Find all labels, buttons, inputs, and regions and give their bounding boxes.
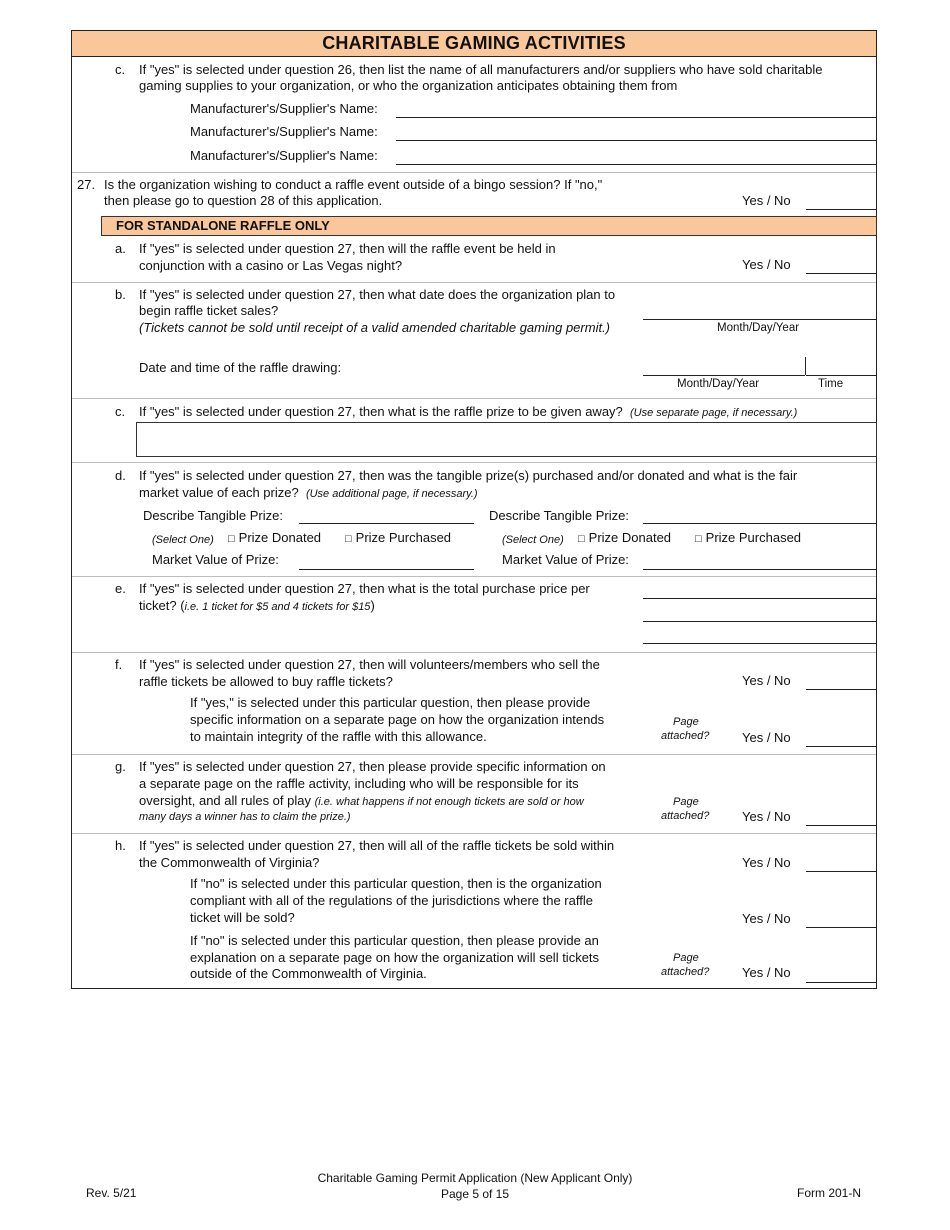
qh-sub1-yes-no-label: Yes / No — [742, 911, 791, 926]
qa-text-line2: conjunction with a casino or Las Vegas night? — [139, 258, 403, 273]
qg-page-label-2: attached? — [661, 810, 710, 822]
supplier-label-3: Manufacturer's/Supplier's Name: — [190, 148, 378, 163]
market-value-field-2[interactable] — [643, 569, 877, 570]
describe-prize-label-1: Describe Tangible Prize: — [143, 508, 283, 523]
divider — [72, 282, 876, 283]
q26c-letter: c. — [115, 62, 126, 77]
prize-purchased-option-2[interactable] — [695, 530, 801, 548]
describe-prize-field-2[interactable] — [643, 523, 877, 524]
qh-yes-no-label: Yes / No — [742, 855, 791, 870]
q27-yes-no-label: Yes / No — [742, 193, 791, 208]
qf-text-line2: raffle tickets be allowed to buy raffle tickets? — [139, 674, 393, 689]
qa-text-line1: If "yes" is selected under question 27, then will the raffle event be held in — [139, 241, 556, 256]
divider — [72, 172, 876, 173]
date-time-divider — [805, 357, 806, 375]
divider — [72, 576, 876, 577]
qh-page-label-1: Page — [673, 952, 699, 964]
prize-purchased-option-1[interactable] — [345, 530, 451, 548]
qg-letter: g. — [115, 759, 126, 774]
qh-text-line2: the Commonwealth of Virginia? — [139, 855, 320, 870]
qe-note: i.e. 1 ticket for $5 and 4 tickets for $15 — [184, 601, 371, 613]
qd-text-line2 — [139, 485, 478, 503]
ticket-price-field-1[interactable] — [643, 598, 877, 599]
qh-page-label-2: attached? — [661, 966, 710, 978]
qd-note: (Use additional page, if necessary.) — [305, 488, 478, 500]
qg-page-label-1: Page — [673, 796, 699, 808]
drawing-date-caption: Month/Day/Year — [677, 378, 760, 390]
section-title: CHARITABLE GAMING ACTIVITIES — [71, 30, 877, 57]
checkbox-icon[interactable]: □ — [578, 533, 585, 545]
qd-text-line1: If "yes" is selected under question 27, then was the tangible prize(s) purchased and/or donated and what is the fair — [139, 468, 798, 483]
divider — [72, 754, 876, 755]
qh-sub2-answer-field[interactable] — [806, 982, 877, 983]
qh-text-line1: If "yes" is selected under question 27, then will all of the raffle tickets be sold within — [139, 838, 615, 853]
ticket-price-field-2[interactable] — [643, 621, 877, 622]
qa-letter: a. — [115, 241, 126, 256]
select-one-hint-1: (Select One) — [152, 534, 214, 546]
prize-donated-label-2: Prize Donated — [588, 530, 672, 545]
raffle-prize-field[interactable] — [136, 422, 877, 457]
prize-purchased-label-1: Prize Purchased — [355, 530, 452, 545]
market-value-label-1: Market Value of Prize: — [152, 552, 279, 567]
market-value-label-2: Market Value of Prize: — [502, 552, 629, 567]
divider — [72, 462, 876, 463]
qb-letter: b. — [115, 287, 126, 302]
qg-answer-field[interactable] — [806, 825, 877, 826]
qc-text — [139, 404, 797, 422]
checkbox-icon[interactable]: □ — [695, 533, 702, 545]
qc-note: (Use separate page, if necessary.) — [630, 407, 798, 419]
q27-text-line2: then please go to question 28 of this application. — [104, 193, 383, 208]
qd-letter: d. — [115, 468, 126, 483]
qe-note-open: ( — [180, 598, 185, 613]
supplier-name-field-1[interactable] — [396, 117, 877, 118]
qh-sub2-line2: explanation on a separate page on how the organization will sell tickets — [190, 950, 600, 965]
qf-text-line1: If "yes" is selected under question 27, then will volunteers/members who sell the — [139, 657, 600, 672]
qf-sub-line2: specific information on a separate page on how the organization intends — [190, 712, 605, 727]
qa-answer-field[interactable] — [806, 273, 877, 274]
qf-sub-line1: If "yes," is selected under this particular question, then please provide — [190, 695, 591, 710]
qg-yes-no-label: Yes / No — [742, 809, 791, 824]
qg-text-line1: If "yes" is selected under question 27, then please provide specific information on — [139, 759, 606, 774]
qh-sub2-line3: outside of the Commonwealth of Virginia. — [190, 966, 427, 981]
qb-text-line1: If "yes" is selected under question 27, then what date does the organization plan to — [139, 287, 616, 302]
qf-page-label-1: Page — [673, 716, 699, 728]
supplier-name-field-3[interactable] — [396, 164, 877, 165]
qh-sub1-answer-field[interactable] — [806, 927, 877, 928]
divider — [72, 652, 876, 653]
qb-note: (Tickets cannot be sold until receipt of a valid amended charitable gaming permit.) — [139, 320, 611, 335]
standalone-raffle-heading: FOR STANDALONE RAFFLE ONLY — [101, 216, 877, 236]
q26c-text-line1: If "yes" is selected under question 26, then list the name of all manufacturers and/or suppliers who have sold charitable — [139, 62, 823, 77]
qg-note-2: many days a winner has to claim the prize.) — [139, 811, 351, 823]
qh-sub1-line3: ticket will be sold? — [190, 910, 295, 925]
ticket-price-field-3[interactable] — [643, 643, 877, 644]
qf-yes-no-label: Yes / No — [742, 673, 791, 688]
qe-text-line2 — [139, 598, 375, 616]
prize-donated-option-1[interactable] — [228, 530, 321, 548]
qf-sub-line3: to maintain integrity of the raffle with this allowance. — [190, 729, 487, 744]
describe-prize-field-1[interactable] — [299, 523, 474, 524]
checkbox-icon[interactable]: □ — [228, 533, 235, 545]
footer-revision: Rev. 5/21 — [86, 1186, 137, 1200]
divider — [72, 398, 876, 399]
qf-page-label-2: attached? — [661, 730, 710, 742]
qg-text-line3-main: oversight, and all rules of play — [139, 793, 311, 808]
q27-text-line1: Is the organization wishing to conduct a raffle event outside of a bingo session? If "no," — [104, 177, 603, 192]
footer-form-number: Form 201-N — [797, 1186, 862, 1200]
select-one-hint-2: (Select One) — [502, 534, 564, 546]
supplier-name-field-2[interactable] — [396, 140, 877, 141]
qh-answer-field[interactable] — [806, 871, 877, 872]
divider — [72, 833, 876, 834]
describe-prize-label-2: Describe Tangible Prize: — [489, 508, 629, 523]
qg-text-line2: a separate page on the raffle activity, including who will be responsible for its — [139, 776, 579, 791]
qe-letter: e. — [115, 581, 126, 596]
qc-text-main: If "yes" is selected under question 27, then what is the raffle prize to be given away? — [139, 404, 623, 419]
qf-letter: f. — [115, 657, 123, 672]
prize-purchased-label-2: Prize Purchased — [705, 530, 802, 545]
prize-donated-label-1: Prize Donated — [238, 530, 322, 545]
supplier-label-2: Manufacturer's/Supplier's Name: — [190, 124, 378, 139]
q27-answer-field[interactable] — [806, 209, 877, 210]
select-one-2 — [502, 531, 564, 549]
checkbox-icon[interactable]: □ — [345, 533, 352, 545]
sales-date-caption: Month/Day/Year — [717, 322, 800, 334]
q26c-text-line2: gaming supplies to your organization, or who the organization anticipates obtaining them from — [139, 78, 678, 93]
qh-sub2-line1: If "no" is selected under this particular question, then please provide an — [190, 933, 599, 948]
qc-letter: c. — [115, 404, 126, 419]
qe-text-line2-main: ticket? — [139, 598, 177, 613]
supplier-label-1: Manufacturer's/Supplier's Name: — [190, 101, 378, 116]
qe-note-close: ) — [370, 598, 375, 613]
qb-text-line2: begin raffle ticket sales? — [139, 303, 279, 318]
qh-sub1-line2: compliant with all of the regulations of the jurisdictions where the raffle — [190, 893, 593, 908]
prize-donated-option-2[interactable] — [578, 530, 671, 548]
select-one-1 — [152, 531, 214, 549]
qh-sub1-line1: If "no" is selected under this particular question, then is the organization — [190, 876, 602, 891]
qh-sub2-yes-no-label: Yes / No — [742, 965, 791, 980]
qa-yes-no-label: Yes / No — [742, 257, 791, 272]
drawing-time-caption: Time — [818, 378, 844, 390]
footer-page-number: Page 5 of 15 — [440, 1187, 510, 1201]
qg-text-line3 — [139, 793, 584, 811]
footer-title: Charitable Gaming Permit Application (New Applicant Only) — [317, 1171, 633, 1185]
qf-sub-yes-no-label: Yes / No — [742, 730, 791, 745]
q27-number: 27. — [77, 177, 96, 192]
qf-answer-field[interactable] — [806, 689, 877, 690]
market-value-field-1[interactable] — [299, 569, 474, 570]
qg-note-1: (i.e. what happens if not enough tickets are sold or how — [314, 796, 584, 808]
qf-sub-answer-field[interactable] — [806, 746, 877, 747]
qe-text-line1: If "yes" is selected under question 27, then what is the total purchase price per — [139, 581, 590, 596]
qd-text-line2-main: market value of each prize? — [139, 485, 299, 500]
qh-letter: h. — [115, 838, 126, 853]
drawing-label: Date and time of the raffle drawing: — [139, 360, 342, 375]
